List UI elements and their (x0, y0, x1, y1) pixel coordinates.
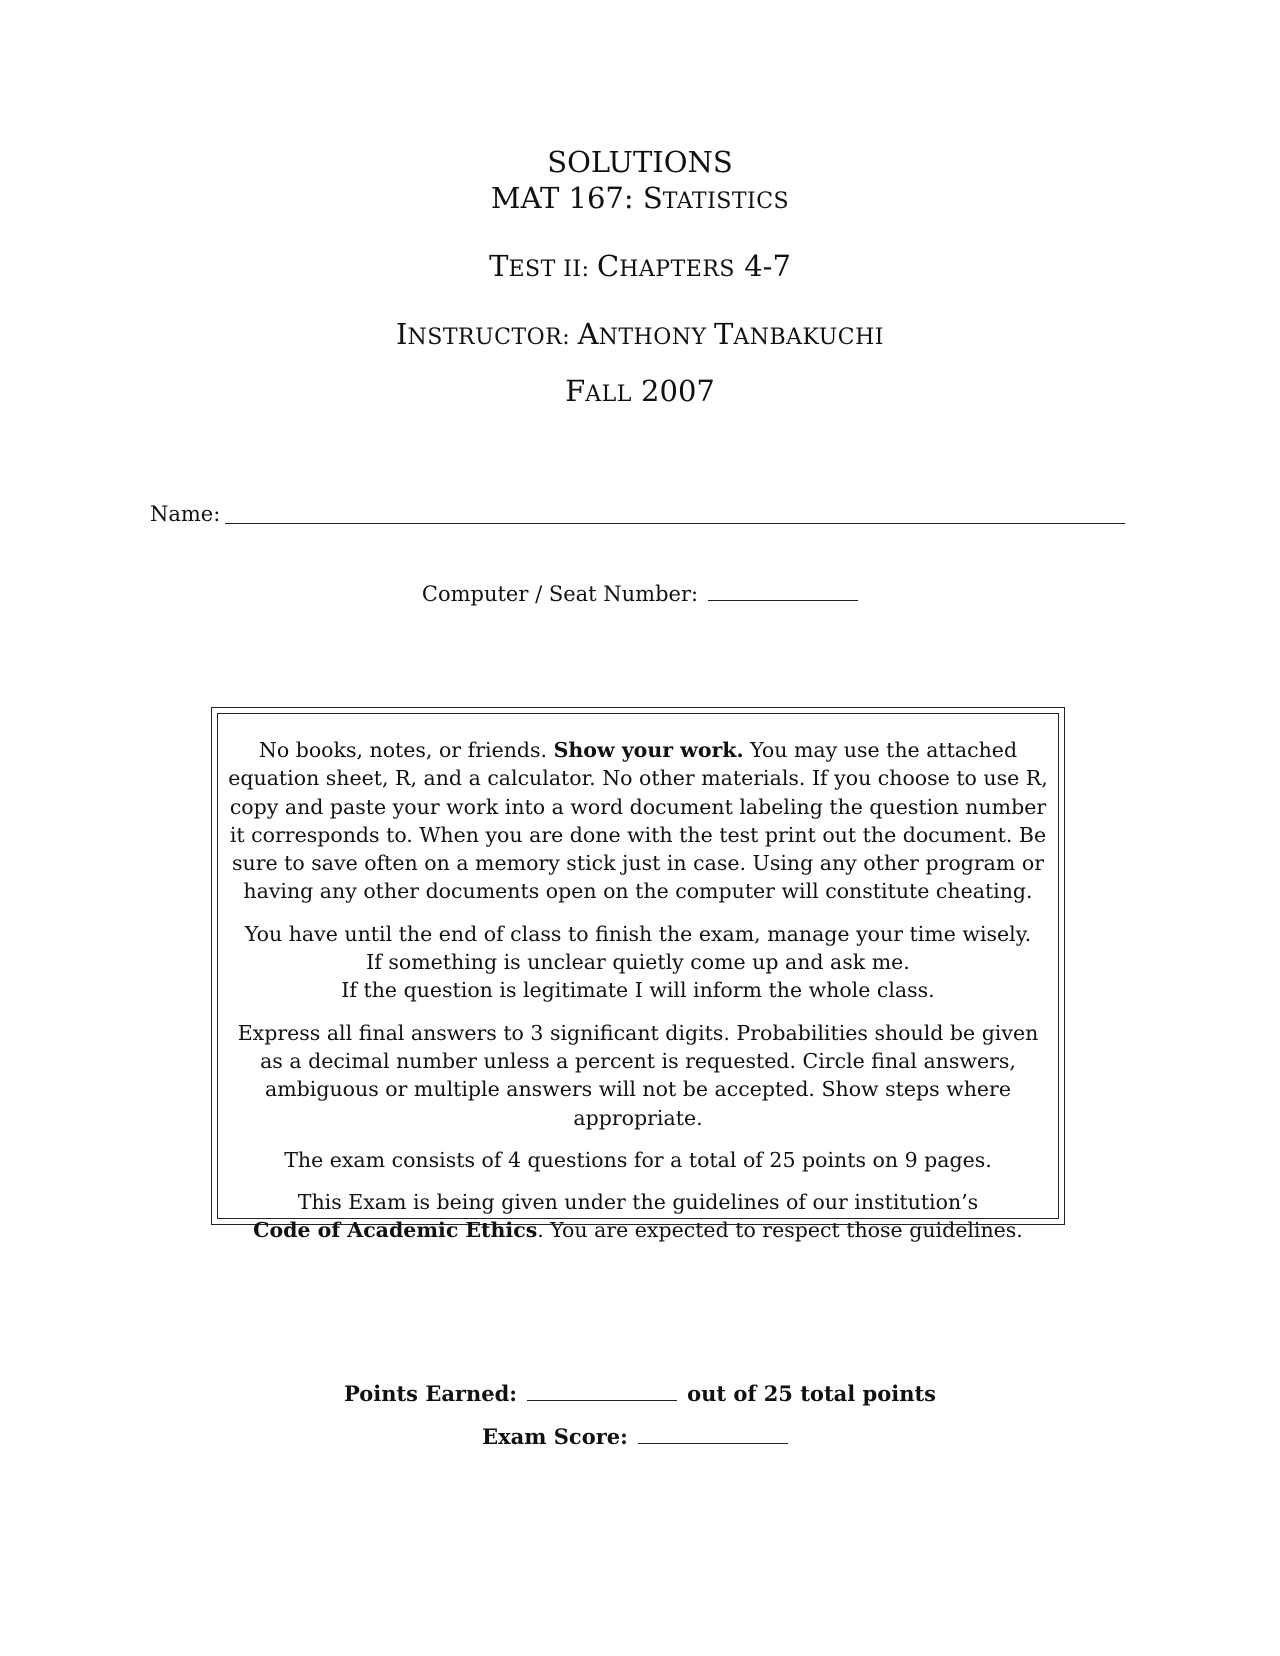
instr-first-initial: A (577, 317, 599, 351)
show-work-emphasis: Show your work. (553, 738, 744, 762)
points-earned-blank-line[interactable] (527, 1399, 677, 1401)
term-line (0, 374, 1280, 408)
instructions-paragraph-ethics (226, 1188, 1050, 1245)
course-initial: S (642, 181, 663, 215)
exam-score-blank-line[interactable] (638, 1442, 788, 1444)
points-earned-row (0, 1381, 1280, 1406)
instr-initial: I (396, 317, 408, 351)
instructions-paragraph-answers: Express all final answers to 3 significant digits. Probabilities should be given as a decimal number unless a percent is requested. Circle final answers, ambiguous or multiple answers will not be accepted. Show steps where appropriate. (237, 1020, 1039, 1130)
points-earned-label: Points Earned: (344, 1381, 518, 1406)
materials-text-start: No books, notes, or friends. (258, 738, 554, 762)
course-rest: TATISTICS (662, 189, 790, 214)
document-heading (0, 145, 1280, 179)
solutions-label: SOLUTIONS (547, 145, 733, 179)
course-prefix: MAT 167: (490, 181, 643, 215)
test-title (0, 249, 1280, 283)
course-title (0, 181, 1280, 215)
seat-number-blank-line[interactable] (708, 599, 858, 601)
test-chapters-initial: C (597, 249, 620, 283)
test-chapter-range: 4-7 (734, 249, 791, 283)
instr-rest: NSTRUCTOR: (407, 325, 578, 350)
points-total-suffix: out of 25 total points (687, 1381, 936, 1406)
time-line-2: If something is unclear quietly come up and ask me. (366, 950, 910, 975)
test-mid: EST II: (508, 257, 598, 282)
instructions-paragraph-materials (226, 736, 1050, 906)
instr-last-rest: ANBAKUCHI (733, 325, 884, 350)
exam-score-row (0, 1424, 1280, 1449)
code-of-ethics-emphasis: Code of Academic Ethics (253, 1218, 538, 1243)
seat-number-label: Computer / Seat Number: (421, 582, 699, 606)
instr-last-initial: T (714, 317, 734, 351)
materials-text-rest: You may use the attached equation sheet, R, and a calculator. No other materials. If you choose to use R, copy and paste your work into a word document labeling the question number it corresponds to. When you are done with the test print out the document. Be sure to save often on a memory stick just in case. Using any other program or having any other documents open on the computer will constitute cheating. (228, 738, 1048, 904)
name-label: Name: (150, 502, 221, 526)
time-line-1: You have until the end of class to finish the exam, manage your time wisely. (244, 921, 1032, 946)
ethics-line-2: . You are expected to respect those guidelines. (537, 1218, 1023, 1243)
exam-score-label: Exam Score: (482, 1424, 628, 1449)
instructions-box (211, 707, 1065, 1243)
term-rest: ALL (585, 382, 632, 407)
name-blank-line[interactable] (225, 523, 1125, 524)
instructions-paragraph-time (226, 920, 1050, 1005)
instructions-box-inner (217, 713, 1059, 1243)
test-initial: T (489, 249, 509, 283)
time-line-3: If the question is legitimate I will inform the whole class. (341, 978, 935, 1003)
instr-first-rest: NTHONY (598, 325, 715, 350)
instructions-paragraph-exam-size: The exam consists of 4 questions for a total of 25 points on 9 pages. (284, 1147, 992, 1172)
test-chapters-rest: HAPTERS (619, 257, 735, 282)
term-year: 2007 (631, 374, 715, 408)
name-field-row (150, 502, 1130, 532)
instructor-line (0, 317, 1280, 351)
ethics-line-1: This Exam is being given under the guidelines of our institution’s (297, 1190, 979, 1215)
term-initial: F (565, 374, 586, 408)
seat-number-row (0, 582, 1280, 606)
